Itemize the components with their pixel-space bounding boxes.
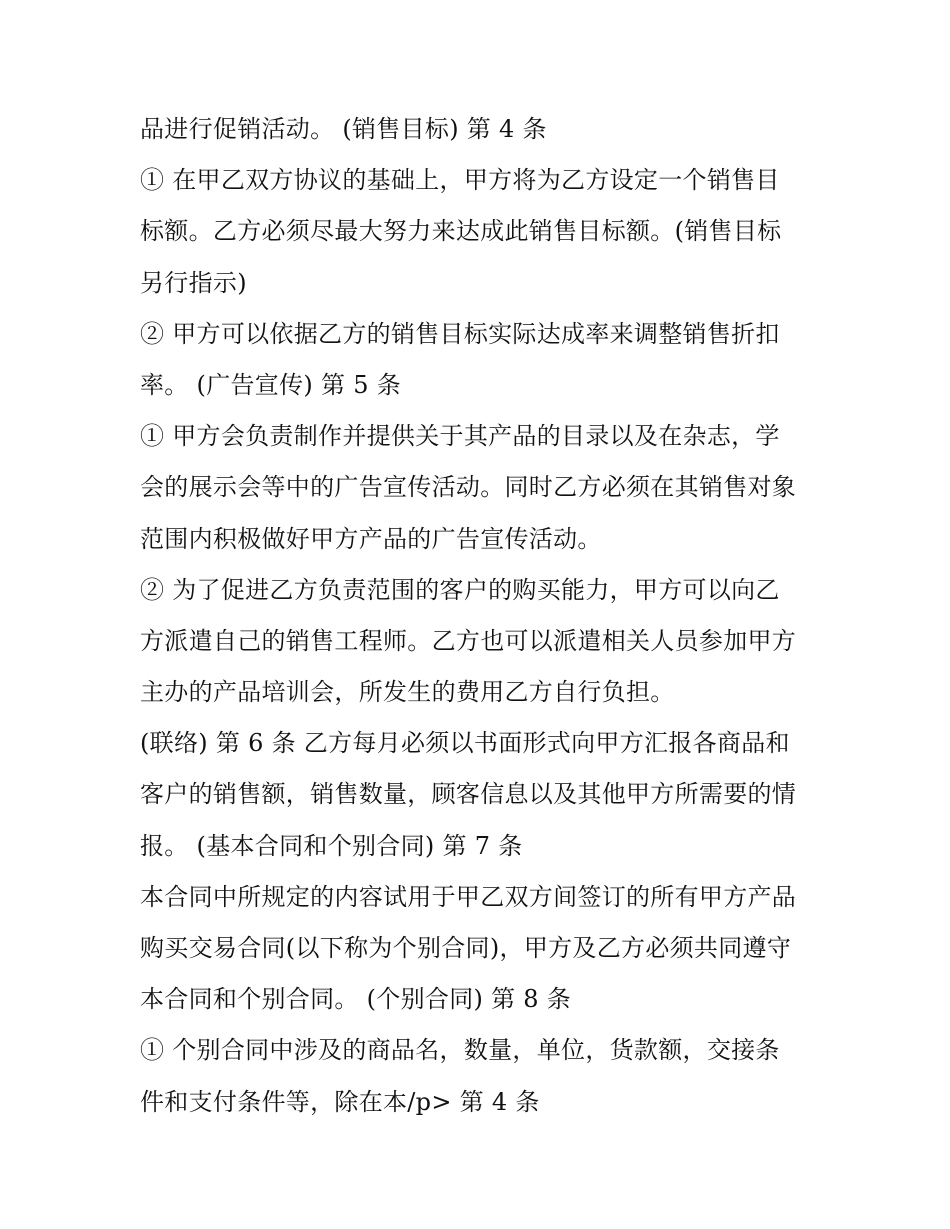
text-line: 品进行促销活动。 (销售目标) 第 4 条 (140, 115, 547, 143)
text-line: 购买交易合同(以下称为个别合同)，甲方及乙方必须共同遵守 (140, 934, 792, 962)
text-line: 范围内积极做好甲方产品的广告宣传活动。 (140, 524, 602, 553)
text-line: 本合同和个别合同。 (个别合同) 第 8 条 (140, 985, 572, 1014)
text-line: 报。 (基本合同和个别合同) 第 7 条 (140, 831, 523, 860)
text-line: ② 甲方可以依据乙方的销售目标实际达成率来调整销售折扣 (140, 319, 780, 348)
text-line: ① 在甲乙双方协议的基础上，甲方将为乙方设定一个销售目 (140, 166, 780, 195)
document-body (140, 104, 820, 1128)
text-line: (联络) 第 6 条 乙方每月必须以书面形式向甲方汇报各商品和 (140, 729, 790, 758)
text-line: 主办的产品培训会，所发生的费用乙方自行负担。 (140, 678, 675, 707)
text-line: 率。 (广告宣传) 第 5 条 (140, 370, 402, 399)
text-line: 件和支付条件等，除在本/p> 第 4 条 (140, 1087, 540, 1116)
text-line: ② 为了促进乙方负责范围的客户的购买能力，甲方可以向乙 (140, 575, 780, 604)
text-line: 本合同中所规定的内容试用于甲乙双方间签订的所有甲方产品 (140, 882, 797, 911)
text-line: 标额。乙方必须尽最大努力来达成此销售目标额。(销售目标 (140, 217, 782, 246)
text-line: ① 甲方会负责制作并提供关于其产品的目录以及在杂志，学 (140, 422, 780, 451)
text-line: ① 个别合同中涉及的商品名，数量，单位，货款额，交接条 (140, 1036, 780, 1065)
text-line: 方派遣自己的销售工程师。乙方也可以派遣相关人员参加甲方 (140, 626, 797, 655)
text-line: 客户的销售额，销售数量，顾客信息以及其他甲方所需要的情 (140, 780, 797, 809)
text-line: 另行指示) (140, 268, 247, 297)
text-line: 会的展示会等中的广告宣传活动。同时乙方必须在其销售对象 (140, 473, 797, 502)
